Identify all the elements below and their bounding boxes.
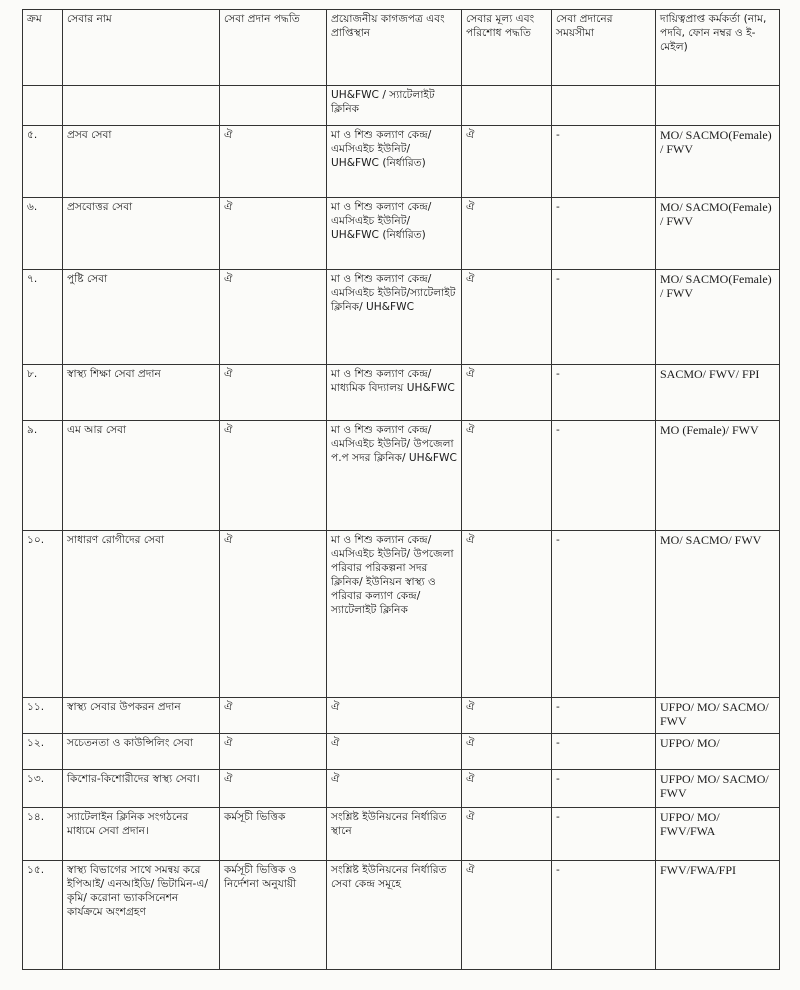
header-service-name: সেবার নাম [63,10,220,86]
table-row [23,698,780,734]
cell-serial [23,86,63,126]
table-row [23,734,780,770]
cell-serial: ১০. [23,531,63,698]
cell-serial: ১৫. [23,861,63,970]
cell-serial: ১৩. [23,770,63,808]
cell-documents: মা ও শিশু কল্যাণ কেন্দ্র/ এমসিএইচ ইউনিট/স্যাটেলাইট ক্লিনিক/ UH&FWC [327,270,462,365]
cell-time: - [552,421,656,531]
cell-time: - [552,365,656,421]
header-delivery-method: সেবা প্রদান পদ্ধতি [220,10,327,86]
cell-time [552,86,656,126]
header-time-limit: সেবা প্রদানের সময়সীমা [552,10,656,86]
cell-service-name: প্রসবোত্তর সেবা [63,198,220,270]
cell-officer [656,86,780,126]
table-row [23,86,780,126]
cell-serial: ১২. [23,734,63,770]
cell-service-name: পুষ্টি সেবা [63,270,220,365]
cell-documents: মা ও শিশু কল্যাণ কেন্দ্র/ এমসিএইচ ইউনিট/ UH&FWC (নির্ধারিত) [327,198,462,270]
cell-method: ঐ [220,198,327,270]
table-header-row [23,10,780,86]
cell-method: ঐ [220,698,327,734]
cell-method: ঐ [220,531,327,698]
header-fee-payment: সেবার মূল্য এবং পরিশোধ পদ্ধতি [462,10,552,86]
cell-fee: ঐ [462,531,552,698]
cell-serial: ৯. [23,421,63,531]
cell-fee [462,86,552,126]
cell-officer: MO/ SACMO/ FWV [656,531,780,698]
cell-documents: মা ও শিশু কল্যাণ কেন্দ্র/ এমসিএইচ ইউনিট/ UH&FWC (নির্ধারিত) [327,126,462,198]
header-documents-location: প্রয়োজনীয় কাগজপত্র এবং প্রাপ্তিস্থান [327,10,462,86]
cell-documents: UH&FWC / স্যাটেলাইট ক্লিনিক [327,86,462,126]
cell-documents: মা ও শিশু কল্যাণ কেন্দ্র/ মাধ্যমিক বিদ্যালয় UH&FWC [327,365,462,421]
cell-officer: FWV/FWA/FPI [656,861,780,970]
cell-method: ঐ [220,770,327,808]
cell-service-name: কিশোর-কিশোরীদের স্বাস্থ্য সেবা। [63,770,220,808]
cell-officer: MO/ SACMO(Female) / FWV [656,126,780,198]
table-row [23,198,780,270]
cell-documents: মা ও শিশু কল্যাণ কেন্দ্র/ এমসিএইচ ইউনিট/ উপজেলা প.প সদর ক্লিনিক/ UH&FWC [327,421,462,531]
cell-serial: ১৪. [23,808,63,861]
table-row [23,861,780,970]
header-responsible-officer: দায়িত্বপ্রাপ্ত কর্মকর্তা (নাম, পদবি, ফোন নম্বর ও ই-মেইল) [656,10,780,86]
table-row [23,531,780,698]
cell-service-name: সচেতনতা ও কাউন্সিলিং সেবা [63,734,220,770]
cell-service-name: স্যাটেলাইন ক্লিনিক সংগঠনের মাধ্যমে সেবা প্রদান। [63,808,220,861]
cell-method: ঐ [220,270,327,365]
table-row [23,126,780,198]
cell-serial: ৮. [23,365,63,421]
cell-time: - [552,698,656,734]
table-row [23,270,780,365]
cell-serial: ১১. [23,698,63,734]
cell-documents: ঐ [327,734,462,770]
cell-fee: ঐ [462,808,552,861]
cell-officer: UFPO/ MO/ [656,734,780,770]
cell-documents: সংশ্লিষ্ট ইউনিয়নের নির্ধারিত সেবা কেন্দ্র সমূহে [327,861,462,970]
cell-fee: ঐ [462,198,552,270]
cell-method [220,86,327,126]
cell-fee: ঐ [462,698,552,734]
cell-method: ঐ [220,365,327,421]
cell-serial: ৬. [23,198,63,270]
cell-method: ঐ [220,126,327,198]
cell-officer: UFPO/ MO/ SACMO/ FWV [656,698,780,734]
cell-fee: ঐ [462,421,552,531]
table-row [23,421,780,531]
services-table [22,9,780,970]
cell-fee: ঐ [462,365,552,421]
cell-service-name: স্বাস্থ্য সেবার উপকরন প্রদান [63,698,220,734]
cell-time: - [552,734,656,770]
cell-documents: সংশ্লিষ্ট ইউনিয়নের নির্ধারিত স্থানে [327,808,462,861]
cell-fee: ঐ [462,734,552,770]
cell-service-name: সাধারণ রোগীদের সেবা [63,531,220,698]
header-serial: ক্রম [23,10,63,86]
cell-method: কর্মসূচী ভিত্তিক [220,808,327,861]
cell-service-name: স্বাস্থ্য শিক্ষা সেবা প্রদান [63,365,220,421]
cell-documents: মা ও শিশু কল্যান কেন্দ্র/ এমসিএইচ ইউনিট/ উপজেলা পরিবার পরিকল্পনা সদর ক্লিনিক/ ইউনিয়ন স্বাস্থ্য ও পরিবার কল্যাণ কেন্দ্র/ স্যাটেলাইট ক্লিনিক [327,531,462,698]
cell-fee: ঐ [462,770,552,808]
cell-documents: ঐ [327,698,462,734]
cell-time: - [552,126,656,198]
cell-officer: MO (Female)/ FWV [656,421,780,531]
cell-time: - [552,531,656,698]
cell-officer: UFPO/ MO/ SACMO/ FWV [656,770,780,808]
cell-method: কর্মসূচী ভিত্তিক ও নির্দেশনা অনুযায়ী [220,861,327,970]
cell-time: - [552,770,656,808]
cell-method: ঐ [220,421,327,531]
cell-service-name: স্বাস্থ্য বিভাগের সাথে সমন্বয় করে ইপিআই/ এনআইডি/ ভিটামিন-এ/ কৃমি/ করোনা ভ্যাকসিনেশন কার্যক্রমে অংশগ্রহণ [63,861,220,970]
cell-documents: ঐ [327,770,462,808]
cell-officer: UFPO/ MO/ FWV/FWA [656,808,780,861]
cell-method: ঐ [220,734,327,770]
cell-officer: MO/ SACMO(Female) / FWV [656,270,780,365]
cell-fee: ঐ [462,126,552,198]
cell-service-name [63,86,220,126]
table-row [23,808,780,861]
cell-time: - [552,861,656,970]
cell-serial: ৭. [23,270,63,365]
cell-service-name: এম আর সেবা [63,421,220,531]
cell-time: - [552,270,656,365]
table-row [23,770,780,808]
cell-time: - [552,808,656,861]
cell-fee: ঐ [462,861,552,970]
cell-fee: ঐ [462,270,552,365]
cell-time: - [552,198,656,270]
cell-officer: MO/ SACMO(Female) / FWV [656,198,780,270]
table-row [23,365,780,421]
cell-serial: ৫. [23,126,63,198]
cell-service-name: প্রসব সেবা [63,126,220,198]
cell-officer: SACMO/ FWV/ FPI [656,365,780,421]
